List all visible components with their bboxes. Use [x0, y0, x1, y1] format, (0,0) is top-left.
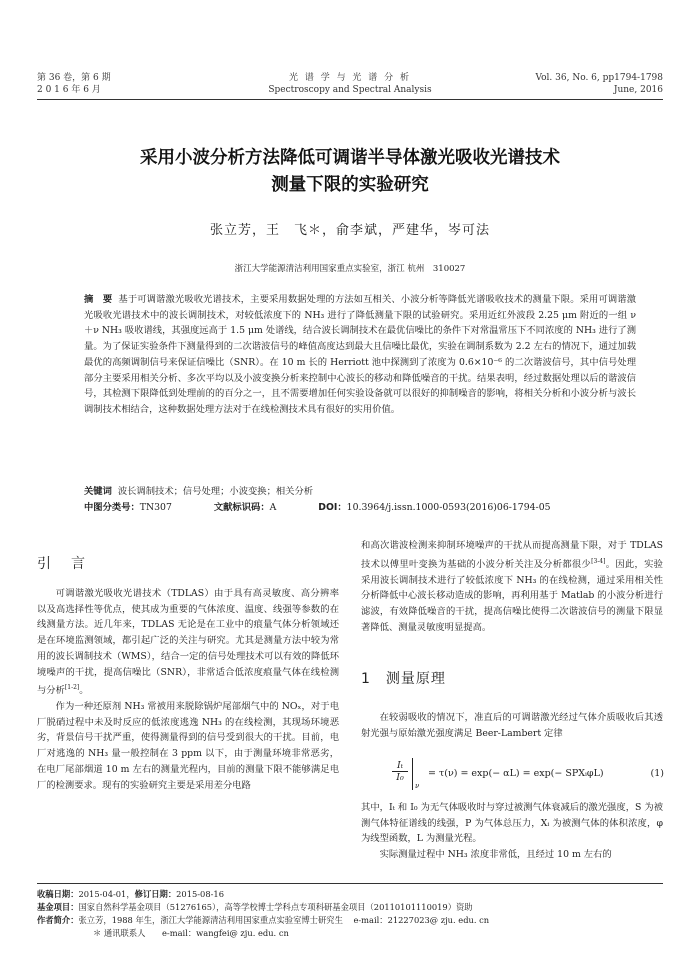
keywords — [84, 484, 644, 499]
principle-text: 在较弱吸收的情况下，准直后的可调谐激光经过气体介质吸收后其透射光强与原始激光强度满足 Beer-Lambert 定律 — [361, 712, 663, 739]
volume-pages: Vol. 36, No. 6, pp1794-1798 — [535, 73, 663, 83]
abstract — [84, 292, 636, 418]
equation-subscript: ν — [415, 782, 420, 790]
intro-paragraph-1 — [37, 586, 339, 699]
intro-paragraph-cont — [361, 538, 663, 635]
intro-cont-text: 和高次谐波检测来抑制环境噪声的干扰从而提高测量下限，对于 TDLAS 技术以傅里叶变换为基础的小波分析关注及分析都很少 — [361, 540, 663, 570]
intro-p1-text: 可调谐激光吸收光谱技术（TDLAS）由于具有高灵敏度、高分辨率以及高选择性等优点，使其成为重要的气体浓度、温度、线强等参数的在线测量方法。近几年来，TDLAS 无论是在工业中的痕量气体分析领域还是在环境监测领域，都引起广泛的关注与研究。尤其是测量方法中较为常用的波长调制技术（WMS），结合一定的信号处理技术可以有效的降低环境噪声的干扰，提高信噪比（SNR），非常适合低浓度痕量气体在线检测与分析 — [37, 588, 339, 697]
intro-p1-end: 。 — [79, 685, 89, 697]
equation-fraction — [392, 760, 408, 783]
revised-date: 2015-08-16 — [176, 889, 224, 899]
keywords-text: 波长调制技术；信号处理；小波变换；相关分析 — [117, 486, 314, 497]
authors: 张立芳，王 飞＊，俞李斌，严建华，岑可法 — [209, 223, 490, 238]
fund-text: 国家自然科学基金项目（51276165），高等学校博士学科点专项科研基金项目（20110101110019）资助 — [78, 902, 473, 912]
journal-pages-info — [535, 72, 663, 96]
author-email: e-mail：21227023@ zju. edu. cn — [353, 915, 490, 925]
measurement-paragraph: 实际测量过程中 NH₃ 浓度非常低，且经过 10 m 左右的 — [379, 849, 612, 861]
journal-volume-info — [37, 72, 111, 96]
received-date: 2015-04-01， — [78, 889, 135, 899]
fraction-denominator: I₀ — [392, 771, 408, 783]
footnote — [37, 888, 667, 940]
doi-label: DOI： — [318, 502, 347, 513]
abstract-text: 基于可调谐激光吸收光谱技术，主要采用数据处理的方法如互相关、小波分析等降低光谱吸收技术的测量下限。采用可调谐激光吸收光谱技术中的波长调制技术，对较低浓度下的 NH₃ 进行了降低测量下限的试验研究。采用近红外波段 2.25 μm 附近的一组 ν＋ν NH₃ 吸收谱线，其强度远高于 1.5 μm 处谱线，结合波长调制技术在最优信噪比的条件下对常温常压下不同浓度的 NH₃ 进行了测量。为了保证实验条件下测量得到的二次谐波信号的峰值高度达到最大且信噪比最优，实验在调制系数为 2.2 左右的情况下，通过加载最优的高频调制信号来保证信噪比（SNR）。在 10 m 长的 Herriott 池中探测到了浓度为 0.6×10⁻⁶ 的二次谐波信号，其中信号处理部分主要采用相关分析、多次平均以及小波变换分析来控制中心波长的移动和降低噪音的干扰。结果表明，经过数据处理以后的谐波信号，其检测下限降低到处理前的的百分之一，且不需要增加任何实验设备就可以很好的抑制噪音的影响，将相关分析和小波分析与波长调制技术相结合，这种数据处理方法对于在线检测技术具有很好的实用价值。 — [84, 294, 636, 415]
clc-label: 中图分类号： — [84, 502, 140, 513]
principle-paragraph — [361, 710, 663, 741]
equation-1 — [392, 760, 664, 794]
fund-label: 基金项目： — [37, 902, 79, 912]
right-column — [361, 538, 663, 635]
classification — [84, 500, 654, 515]
title-line-1: 采用小波分析方法降低可调谐半导体激光吸收光谱技术 — [140, 148, 560, 168]
bio-text: 张立芳，1988 年生，浙江大学能源清洁利用国家重点实验室博士研究生 — [78, 915, 343, 925]
intro-cont-end: 。因此，实验采用波长调制技术进行了较低浓度下 NH₃ 的在线检测，通过采用相关性分析降低中心波长移动造成的影响，再利用基于 Matlab 的小波分析进行滤波，有效降低噪音的干扰，提高信噪比使得二次谐波信号的测量下限显著降低、测量灵敏度明显提高。 — [361, 558, 663, 633]
variables-definition: 其中，Iₜ 和 I₀ 为无气体吸收时与穿过被测气体衰减后的激光强度，S 为被测气体特征谱线的线强，P 为气体总压力，Xᵢ 为被测气体的体积浓度，φ 为线型函数，L 为测量光程。 — [361, 802, 663, 845]
journal-name-cn: 光 谱 学 与 光 谱 分 析 — [288, 73, 412, 83]
volume-issue: 第 36 卷，第 6 期 — [37, 73, 111, 83]
doc-code-value: A — [269, 502, 277, 513]
intro-paragraph-2: 作为一种还原剂 NH₃ 常被用来脱除锅炉尾部烟气中的 NOₓ，对于电厂脱硝过程中未及时反应的低浓度逃逸 NH₃ 的在线检测，其现场环境恶劣，背景信号干扰严重，使得测量得到的信号受到很大的干扰。目前，电厂对逃逸的 NH₃ 量一般控制在 3 ppm 以下，由于测量环境非常恶劣，在电厂尾部烟道 10 m 左右的测量光程内，目前的测量下限不能够满足电厂的检测要求。现有的实验研究主要是采用差分电路 — [37, 701, 339, 791]
doi-value: 10.3964/j.issn.1000-0593(2016)06-1794-05 — [346, 502, 551, 513]
left-column — [37, 586, 339, 793]
intro-heading — [37, 553, 88, 573]
right-column-lower — [361, 800, 663, 863]
equation-body: = τ(ν) = exp(− αL) = exp(− SPXᵢφL) — [428, 768, 604, 779]
abstract-label: 摘 要 — [84, 294, 113, 305]
issue-date: 2 0 1 6 年 6 月 — [37, 85, 101, 95]
evaluation-bar — [412, 758, 413, 790]
citation-ref: [1-2] — [64, 684, 80, 692]
keywords-label: 关键词 — [84, 486, 112, 497]
intro-heading-text: 引 言 — [37, 556, 88, 572]
footnote-fund — [37, 901, 667, 914]
paper-title — [60, 145, 640, 199]
section-1-heading-text: 1 测量原理 — [361, 671, 446, 687]
corresponding-author: ＊ 通讯联系人 e-mail：wangfei@ zju. edu. cn — [93, 928, 289, 938]
affiliation: 浙江大学能源清洁利用国家重点实验室，浙江 杭州 310027 — [234, 264, 466, 274]
bio-label: 作者简介： — [37, 915, 79, 925]
journal-name-en: Spectroscopy and Spectral Analysis — [268, 85, 432, 95]
received-label: 收稿日期： — [37, 889, 79, 899]
footnote-bio — [37, 914, 667, 927]
doc-code-label: 文献标识码： — [213, 502, 270, 513]
footnote-dates — [37, 888, 667, 901]
footnote-rule — [37, 883, 663, 884]
header-rule — [37, 99, 663, 100]
publication-month: June, 2016 — [613, 85, 663, 95]
section-1-heading — [361, 668, 446, 688]
equation-number: (1) — [650, 768, 664, 779]
journal-name — [200, 72, 500, 96]
citation-ref: [3-4] — [591, 557, 606, 565]
revised-label: 修订日期： — [134, 889, 177, 899]
fraction-numerator: Iₜ — [396, 760, 404, 771]
clc-value: TN307 — [139, 502, 172, 513]
title-line-2: 测量下限的实验研究 — [271, 175, 429, 195]
